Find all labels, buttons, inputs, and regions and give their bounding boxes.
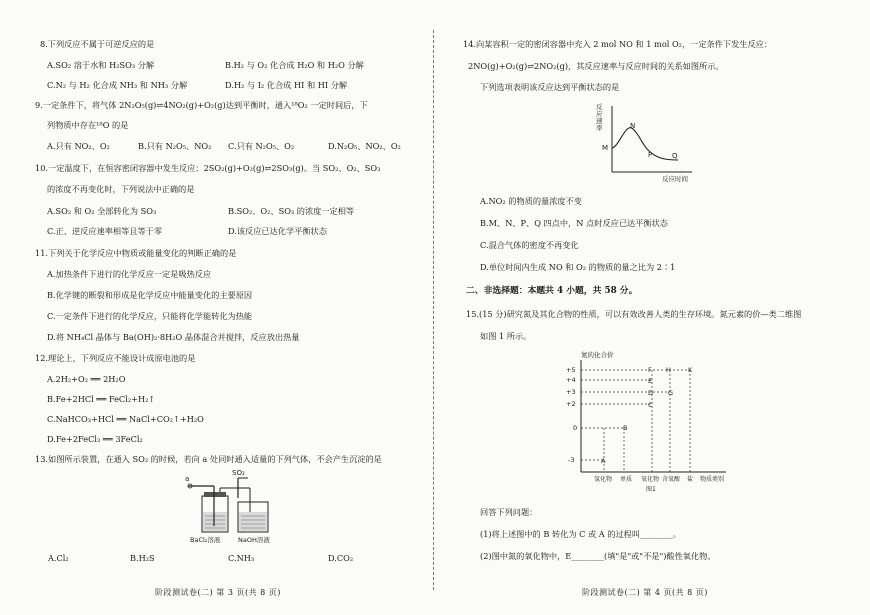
q14-rate-time-figure — [592, 100, 702, 184]
q15-point-f: F — [648, 366, 652, 374]
q9-option-a: A.只有 NO₂、O₂ — [47, 141, 110, 151]
q15-ytick-zero: 0 — [573, 424, 578, 432]
q11-stem: 11.下列关于化学反应中物质或能量变化的判断正确的是 — [35, 248, 237, 258]
q13-option-d: D.CO₂ — [328, 553, 354, 563]
q11-option-c: C.一定条件下进行的化学反应，只能将化学能转化为热能 — [47, 311, 253, 321]
q13-option-a: A.Cl₂ — [48, 553, 69, 563]
q15-y-title: 氮的化合价 — [581, 351, 614, 359]
q14-y-label: 反应速率 — [596, 103, 603, 132]
q11-option-d: D.将 NH₄Cl 晶体与 Ba(OH)₂·8H₂O 晶体混合并搅拌，反应放出热量 — [47, 332, 300, 342]
q15-ytick-plus5: +5 — [566, 366, 576, 374]
q15-point-c: C — [648, 401, 653, 409]
q12-option-d: D.Fe+2FeCl₃ ══ 3FeCl₂ — [47, 434, 143, 444]
q14-option-d: D.单位时间内生成 NO 和 O₂ 的物质的量之比为 2∶1 — [480, 262, 676, 272]
q10-option-a: A.SO₂ 和 O₂ 全部转化为 SO₃ — [47, 206, 157, 216]
q15-sub-question-1: (1)将上述图中的 B 转化为 C 或 A 的过程叫________。 — [480, 529, 681, 539]
q15-point-d: D — [648, 389, 654, 397]
q8-stem: 8.下列反应不属于可逆反应的是 — [40, 39, 155, 49]
q13-stem: 13.如图所示装置，在通入 SO₂ 的时候，若向 a 处同时通入适量的下列气体，不会产生沉淀的是 — [35, 454, 382, 464]
q8-option-a: A.SO₂ 溶于水和 H₂SO₃ 分解 — [47, 60, 155, 70]
q15-ytick-plus4: +4 — [566, 376, 576, 384]
q13-label-so2: SO₂ — [232, 469, 245, 477]
q10-option-d: D.该反应已达化学平衡状态 — [228, 226, 327, 236]
q15-ytick-plus3: +3 — [566, 388, 576, 396]
q12-option-a: A.2H₂+O₂ ══ 2H₂O — [47, 374, 126, 384]
q14-x-label: 反应时间 — [662, 175, 688, 183]
q12-option-c: C.NaHCO₃+HCl ══ NaCl+CO₂↑+H₂O — [47, 414, 204, 424]
q12-stem: 12.理论上，下列反应不能设计成原电池的是 — [35, 353, 196, 363]
q15-xcat-oxide: 氧化物 — [641, 476, 660, 483]
q8-option-b: B.H₂ 与 O₂ 化合成 H₂O 和 H₂O 分解 — [225, 60, 364, 70]
q15-point-h: H — [666, 366, 671, 374]
q8-option-d: D.H₂ 与 I₂ 化合成 HI 和 HI 分解 — [225, 80, 348, 90]
q15-point-g: G — [668, 389, 674, 397]
q15-xcat-element: 单质 — [620, 476, 633, 483]
q10-stem-line1: 10.一定温度下，在恒容密闭容器中发生反应：2SO₂(g)+O₂(g)⇌2SO₃(g)。当 SO₂、O₂、SO₃ — [35, 163, 381, 173]
q10-stem-line2: 的浓度不再变化时，下列说法中正确的是 — [47, 184, 195, 194]
right-page-footer: 阶段测试卷(二) 第 4 页(共 8 页) — [582, 588, 708, 597]
q11-option-a: A.加热条件下进行的化学反应一定是吸热反应 — [47, 269, 212, 279]
q15-point-a: A — [601, 457, 606, 465]
q14-point-m: M — [602, 144, 609, 152]
q14-stem-line2: 2NO(g)+O₂(g)⇌2NO₂(g)，其反应速率与反应时间的关系如图所示。 — [468, 61, 724, 71]
q15-stem-line2: 如图 1 所示。 — [480, 331, 532, 341]
q14-stem-line1: 14.向某容积一定的密闭容器中充入 2 mol NO 和 1 mol O₂，一定条件下发生反应： — [463, 39, 773, 49]
q9-stem-line2: 列物质中存在¹⁸O 的是 — [47, 120, 129, 130]
q14-option-b: B.M、N、P、Q 四点中，N 点时反应已达平衡状态 — [480, 218, 668, 228]
q9-option-d: D.N₂O₅、NO₂、O₂ — [328, 141, 401, 151]
q8-option-c: C.N₂ 与 H₂ 化合成 NH₃ 和 NH₃ 分解 — [47, 80, 188, 90]
q9-option-b: B.只有 N₂O₅、NO₂ — [138, 141, 212, 151]
q13-option-c: C.NH₃ — [228, 553, 255, 563]
q9-option-c: C.只有 N₂O₅、O₂ — [228, 141, 295, 151]
q14-option-a: A.NO₂ 的物质的量浓度不变 — [480, 196, 582, 206]
q15-xcat-oxyacid: 含氧酸 — [662, 476, 681, 483]
section-two-heading: 二、非选择题：本题共 4 小题，共 58 分。 — [466, 286, 638, 296]
q14-point-p: P — [648, 151, 653, 159]
q15-point-e: E — [648, 377, 653, 385]
q15-sub-intro: 回答下列问题： — [480, 507, 538, 517]
q13-label-naoh: NaOH溶液 — [238, 536, 270, 544]
q14-option-c: C.混合气体的密度不再变化 — [480, 240, 579, 250]
q9-stem-line1: 9.一定条件下，将气体 2N₂O₅(g)⇌4NO₂(g)+O₂(g)达到平衡时，通入¹⁸O₂ 一定时间后，下 — [35, 100, 368, 110]
q14-stem-line3: 下列选项表明该反应达到平衡状态的是 — [480, 82, 620, 92]
column-divider — [433, 30, 435, 590]
q15-point-k: K — [688, 366, 693, 374]
q15-valence-class-diagram — [564, 348, 744, 494]
q14-point-n: N — [630, 122, 636, 130]
q13-apparatus-figure — [180, 468, 290, 546]
q10-option-c: C.正、逆反应速率相等且等于零 — [47, 226, 163, 236]
q13-label-bacl2: BaCl₂溶液 — [190, 536, 221, 544]
q15-xcat-salt: 盐 — [687, 476, 694, 483]
q15-stem-line1: 15.(15 分)研究氮及其化合物的性质，可以有效改善人类的生存环境。氮元素的价—类二维图 — [466, 309, 802, 319]
q13-label-a: a — [185, 475, 190, 483]
q15-figure-caption: 图1 — [646, 486, 656, 493]
q15-ytick-minus3: -3 — [568, 456, 575, 464]
q15-xcat-hydride: 氢化物 — [594, 476, 613, 483]
q15-x-title: 物质类别 — [700, 476, 725, 483]
q13-option-b: B.H₂S — [130, 553, 155, 563]
q14-point-q: Q — [672, 152, 678, 160]
q10-option-b: B.SO₂、O₂、SO₃ 的浓度一定相等 — [228, 206, 355, 216]
q15-point-b: B — [623, 424, 628, 432]
left-page-footer: 阶段测试卷(二) 第 3 页(共 8 页) — [155, 588, 281, 597]
q15-sub-question-2: (2)图中氮的氧化物中，E________(填"是"或"不是")酸性氧化物。 — [480, 551, 716, 561]
q15-ytick-plus2: +2 — [566, 400, 576, 408]
q12-option-b: B.Fe+2HCl ══ FeCl₂+H₂↑ — [47, 394, 156, 404]
q11-option-b: B.化学键的断裂和形成是化学反应中能量变化的主要原因 — [47, 290, 253, 300]
